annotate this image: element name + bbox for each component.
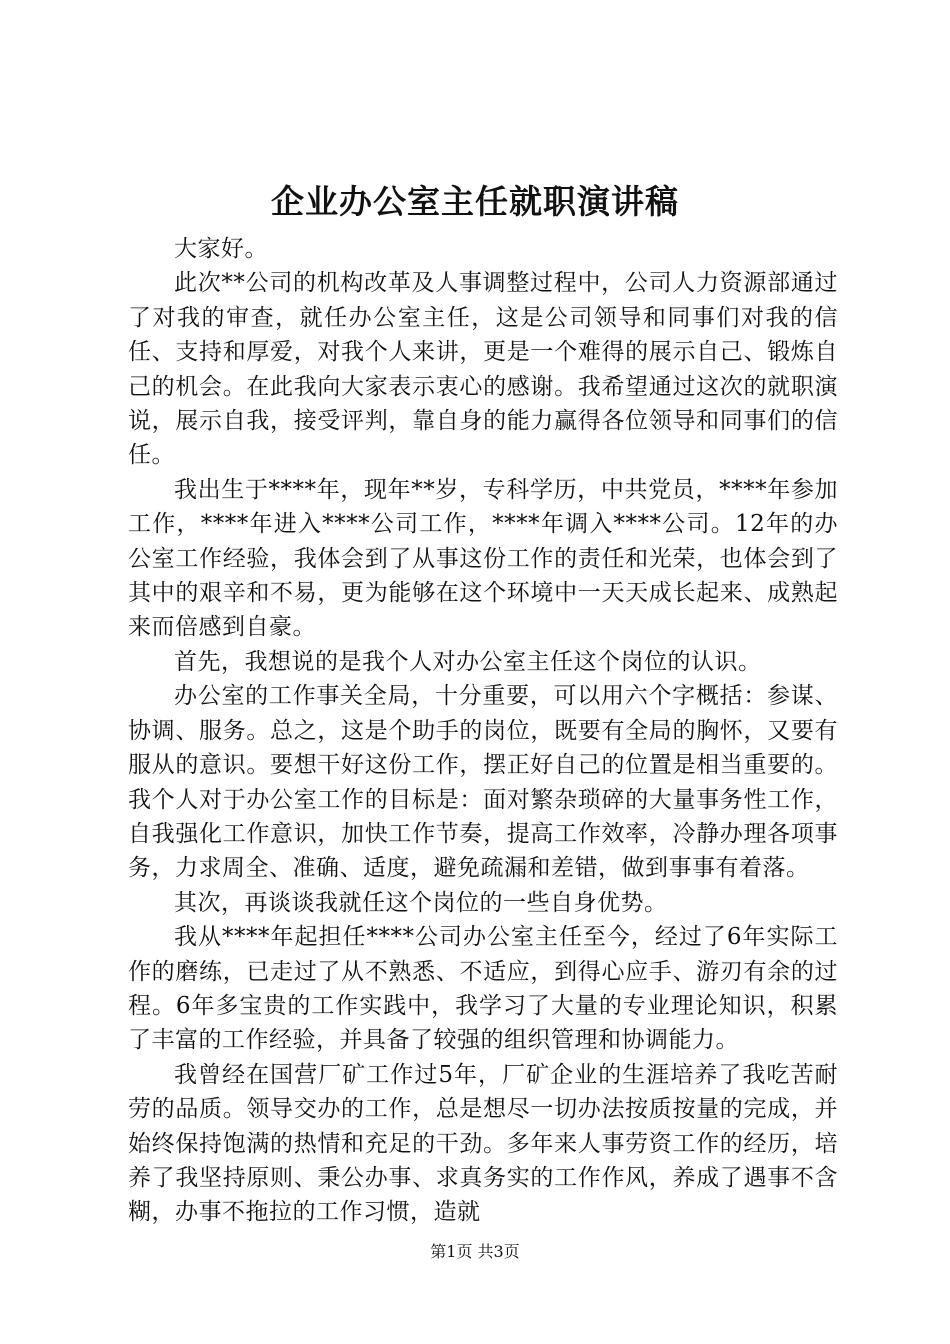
page-footer: 第1页 共3页 [430, 1242, 520, 1261]
paragraph: 办公室的工作事关全局，十分重要，可以用六个字概括：参谋、协调、服务。总之，这是个助手的岗位，既要有全局的胸怀，又要有服从的意识。要想干好这份工作，摆正好自己的位置是相当重要的。我个人对于办公室工作的目标是：面对繁杂琐碎的大量事务性工作，自我强化工作意识，加快工作节奏，提高工作效率，冷静办理各项事务，力求周全、准确、适度，避免疏漏和差错，做到事事有着落。 [128, 683, 838, 882]
paragraph: 此次**公司的机构改革及人事调整过程中，公司人力资源部通过了对我的审查，就任办公室主任，这是公司领导和同事们对我的信任、支持和厚爱，对我个人来讲，更是一个难得的展示自己、锻炼自己的机会。在此我向大家表示衷心的感谢。我希望通过这次的就职演说，展示自我，接受评判，靠自身的能力赢得各位领导和同事们的信任。 [128, 270, 838, 469]
paragraph: 我出生于****年，现年**岁，专科学历，中共党员，****年参加工作，****年进入****公司工作，****年调入****公司。12年的办公室工作经验，我体会到了从事这份工作的责任和光荣，也体会到了其中的艰辛和不易，更为能够在这个环境中一天天成长起来、成熟起来而倍感到自豪。 [128, 476, 838, 641]
paragraph: 大家好。 [174, 236, 268, 262]
paragraph: 我从****年起担任****公司办公室主任至今，经过了6年实际工作的磨练，已走过了从不熟悉、不适应，到得心应手、游刃有余的过程。6年多宝贵的工作实践中，我学习了大量的专业理论知识，积累了丰富的工作经验，并具备了较强的组织管理和协调能力。 [128, 924, 838, 1054]
document-body [128, 232, 838, 1230]
paragraph: 首先，我想说的是我个人对办公室主任这个岗位的认识。 [174, 648, 762, 675]
paragraph: 其次，再谈谈我就任这个岗位的一些自身优势。 [174, 889, 668, 916]
document-title: 企业办公室主任就职演讲稿 [271, 182, 679, 221]
paragraph: 我曾经在国营厂矿工作过5年，厂矿企业的生涯培养了我吃苦耐劳的品质。领导交办的工作，总是想尽一切办法按质按量的完成，并始终保持饱满的热情和充足的干劲。多年来人事劳资工作的经历，培养了我坚持原则、秉公办事、求真务实的工作作风，养成了遇事不含糊，办事不拖拉的工作习惯，造就 [128, 1061, 838, 1226]
